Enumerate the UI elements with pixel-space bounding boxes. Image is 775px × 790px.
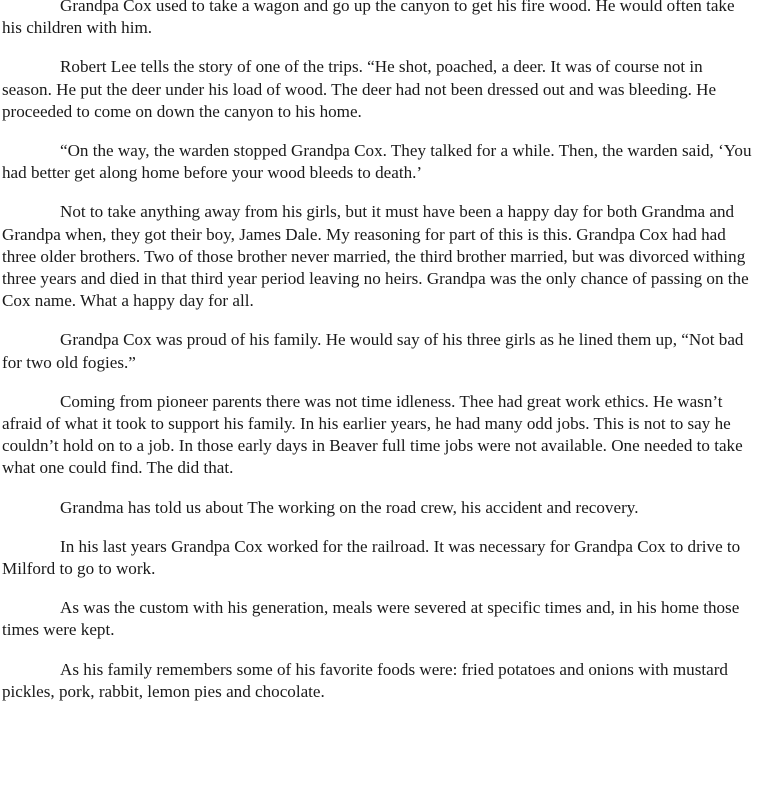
paragraph-deer-story: Robert Lee tells the story of one of the trips. “He shot, poached, a deer. It was of course not in season. He put the deer under his load of wood. The deer had not been dressed out and was bleeding. He proceeded to come on down the canyon to his home. bbox=[2, 57, 717, 121]
paragraph-proud-family: Grandpa Cox was proud of his family. He would say of his three girls as he lined them up, “Not bad for two old fogies.” bbox=[2, 330, 744, 372]
paragraph-meals: As was the custom with his generation, meals were severed at specific times and, in his home those times were kept. bbox=[2, 598, 740, 640]
paragraph-railroad: In his last years Grandpa Cox worked for the railroad. It was necessary for Grandpa Cox to drive to Milford to go to work. bbox=[2, 536, 741, 579]
paragraph-work-ethics: Coming from pioneer parents there was not time idleness. Thee had great work ethics. He wasn’t afraid of what it took to support his family. In his earlier years, he had many odd jobs. This is not to say he couldn’t hold on to a job. In those early days in Beaver full time jobs were not available. One needed to take what one could find. The did that. bbox=[2, 391, 743, 478]
document-page bbox=[2, 0, 754, 720]
paragraph-firewood: Grandpa Cox used to take a wagon and go up the canyon to get his fire wood. He would often take his children with him. bbox=[2, 0, 735, 38]
paragraph-warden: “On the way, the warden stopped Grandpa Cox. They talked for a while. Then, the warden said, ‘You had better get along home before your wood bleeds to death.’ bbox=[2, 141, 752, 183]
paragraph-road-crew: Grandma has told us about The working on the road crew, his accident and recovery. bbox=[60, 497, 639, 517]
paragraph-favorite-foods: As his family remembers some of his favorite foods were: fried potatoes and onions with mustard pickles, pork, rabbit, lemon pies and chocolate. bbox=[2, 659, 728, 701]
paragraph-james-dale: Not to take anything away from his girls, but it must have been a happy day for both Grandma and Grandpa when, they got their boy, James Dale. My reasoning for part of this is this. Grandpa Cox had had three older brothers. Two of those brother never married, the third brother married, but was divorced withing three years and died in that third year period leaving no heirs. Grandpa was the only chance of passing on the Cox name. What a happy day for all. bbox=[2, 202, 749, 311]
